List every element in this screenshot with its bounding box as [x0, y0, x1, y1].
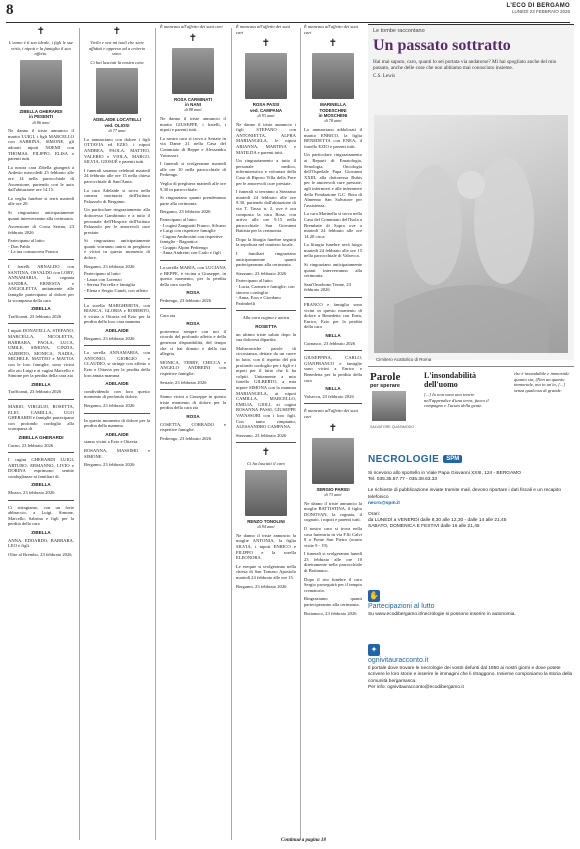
ognivita-section: [368, 644, 574, 691]
section-title: Partecipazioni al lutto: [368, 603, 435, 610]
place-date: Pedrengo, 23 febbraio 2026: [160, 435, 212, 441]
mourners-heading: Partecipano al lutto:: [160, 216, 197, 222]
notice-text: Veglia di preghiera martedì alle ore 9,30 in parrocchiale.: [160, 180, 226, 192]
divider: [8, 500, 74, 501]
notice-text: Cara zia: [160, 312, 176, 318]
obituary-column-4: [234, 24, 298, 842]
parole-per-sperare: [368, 366, 574, 436]
epitaph: L'uomo è il suo ideale, i figli le sue virtù, i nipoti e la famiglia il suo affetto.: [8, 40, 74, 57]
notice-text: La cara Marinella si trova nella Casa del Commiato dell'Isola a Brembate di Sopra ove a martedì 24 febbraio alle ore 14.20 circa.: [304, 211, 362, 239]
section-title[interactable]: ognivitauracconto.it: [368, 657, 429, 664]
mourners-heading: Partecipano al lutto:: [236, 278, 273, 284]
deceased-name-suffix: ved. OLIOSI: [104, 122, 130, 128]
spm-logo: SPM: [443, 455, 462, 463]
mourner-item: - Serena Forcella e famiglia: [84, 282, 136, 288]
notice-text: FRANCO e famiglia sono vicini in questo momento di dolore a Benedetta con Enea, Enrico, Ezio per la perdita della cara: [304, 302, 362, 330]
notice-text: In questo momento di dolore per la perdita della mamma: [84, 417, 150, 429]
deceased-age: di 94 anni: [257, 524, 275, 530]
mourner-item: - La tua consuocera Franca: [8, 249, 58, 255]
cross-icon: ✝: [328, 422, 338, 434]
notice-text: Alla cara cugina e amica: [242, 315, 290, 321]
obituary-column-3: [158, 24, 228, 842]
divider: [8, 399, 74, 400]
deceased-short-name: ZIBELLA: [31, 530, 51, 536]
mourner-item: - Laura con Lorenzo: [84, 276, 122, 282]
notice-text: MONICA, TERRY, CHICCA e ANGELO ANDREINI con rispettive famiglie.: [160, 359, 226, 376]
header-rule: [6, 22, 570, 23]
column-rule: [79, 28, 80, 840]
deceased-short-name: ADELAIDE: [105, 328, 129, 333]
notice-text: I funerali si terranno a Stezzano martedì 24 febbraio alle ore 9.30, partendo dall'abitazione di via T. Tasso n. 2, ove è ora composta la cara Rosa, con arrivo alle ore 9.15 nella parrocchiale San Giovanni Battista per la cerimonia.: [236, 189, 296, 234]
notice-text: GIUSEPPINA, CARLO, GIANFRANCO e famiglie sono vicini a Enrico e Benedetta per la perdita della cara: [304, 355, 362, 383]
deceased-name: ZIBELLA GHERARDI: [19, 108, 63, 114]
notice-text: La nostra cara si trova a Seriate in via Dante 21 nella Casa del Commiato di Beppe e Alessandro Vavassori.: [160, 135, 226, 158]
notice-text: Siamo vicini a Giuseppe in questo triste momento di dolore per la perdita della cara zia: [160, 394, 226, 411]
mourner-item: - Anna, Eros e Giordano Parimbelli: [236, 295, 281, 306]
deceased-short-name: ROSA: [186, 321, 200, 327]
notice-text: Si ringraziano anticipatamente quanti vorranno unirsi in preghiera e vicini in questo momento di dolore.: [84, 238, 150, 261]
notice-text: Lo annunciano con dolore i figli OTTAVIA ed EZIO, i nipoti ANDREA, PAOLA, MATTEO, VALERIO e VIOLA, MARCO, SILVIA, GIOSUÈ e parenti tutti.: [84, 136, 150, 165]
divider: [160, 260, 226, 261]
notice-text: I fratelli ARNALDO con SANTINA, OSVALDO con LORY, ANNAMARIA, la cognata SANDRA, ERNESTA e ANGIOLETTA unitamente alle famiglie partecipano al dolore per la scomparsa della cara: [8, 264, 74, 303]
place-date: Stezzano, 23 febbraio 2026: [236, 432, 287, 438]
deceased-short-name: ROSA: [186, 413, 200, 419]
necrologie-heading: NECROLOGIE: [368, 454, 440, 465]
epitaph: Vivilo e ora mi tuoli che siete affidati e appreso ad a criterio sono.: [88, 40, 146, 57]
notice-text: La sorella ANNAMARIA, con ANTONIO, GIORGIO e CLAUDIO, si stringe con affetto a Ezio e Ottavia per la perdita della loro amata mamma: [84, 350, 150, 378]
divider: [84, 413, 150, 414]
notice-text: Si ringraziano anticipatamente quanti interverranno alla cerimonia.: [8, 209, 74, 221]
notice-text: COSETTA, CORRADO e rispettive famiglie.: [160, 421, 226, 433]
continued-note: Continua a pagina 18: [281, 838, 326, 843]
email-instructions: Le richieste di pubblicazione inviate tramite mail, devono riportare i dati fiscali e un recapito telefonico: [368, 488, 562, 500]
hours-weekend: SABATO, DOMENICA E FESTIVI dalle 16 alle 21,45: [368, 524, 480, 530]
deceased-name-suffix: in PESENTI: [29, 114, 53, 120]
divider: [84, 345, 150, 346]
notice-text: Malinconiche parole di circostanza, dettate da un cuore in lutto, con il rispetto del più profondo cordoglio per i figli e i nipoti per il lutto che li ha colpiti. Unitamente a mio fratello GILBERTO, a mia nipote SIMONA con la mamma MARIANGELA, ai nipoti CAMILLA, MARCELLO, EMILIA, GIOLI, ai cugini ROSANNA PASSI, GIUSEPPE VAVASSORI con i loro figli. Con tanto rimpianto, ALESSANDRO CAMPANA.: [236, 345, 296, 430]
notice-text: I familiari ringraziano anticipatamente quanti parteciperanno alla cerimonia.: [236, 251, 296, 268]
place-date: Bergamo, 23 febbraio 2026: [84, 335, 135, 341]
notice-text: Ne danno il triste annuncio la moglie BATTISTINA, il figlio DONOVAN, la cognata, il cognato, i nipoti e parenti tutti.: [304, 500, 362, 523]
place-date: Bergamo, 23 febbraio 2026: [236, 583, 287, 589]
obituary-column-5: [302, 24, 364, 842]
section-text: Il portale dove trovare le necrologie dei vostri defunti dal 1950 ai nostri giorni e dove potete scrivere le loro storie e inserire le immagini che li ritraggono. Insieme componiamo la storia della comunità bergamasca.: [368, 666, 573, 684]
divider: [236, 310, 296, 311]
notice-text: Un particolare ringraziamento ai Reparti di Ematologia, Senologia, Oncologia dell'Ospedale Papa Giovanni XXIII, alla dottoressa Rubis per le amorevoli cure prestate, agli infermieri e alle infermiere della Fondazione G.C. Rota di Almenno San Salvatore per l'assistenza.: [304, 152, 362, 208]
mourner-item: - Elena e Sergio Gandi, con affetto: [84, 288, 148, 294]
divider: [304, 350, 362, 351]
notice-text: Ringraziamo quanti parteciperanno alla cerimonia.: [304, 596, 362, 608]
hand-icon: ✋: [369, 591, 379, 600]
deceased-name-suffix: in MOSCHENI: [318, 113, 348, 118]
portrait-photo: [312, 53, 354, 99]
obituary-intro: È mancata all'affetto dei suoi cari: [160, 24, 223, 29]
mourner-item: - Gruppo Alpini Pedrengo: [160, 244, 208, 250]
notice-text: I nipoti DONATELLA, STEFANO, MARCELLA, NICOLETTA, BARBARA, PAOLA, LUCA, UMILE, SIMONA, CINZIA, ALBERTO, MONICA, NADIA, MICHELE, MATTEO e MATTIA con le loro famiglie, sono vicini allo zio Luigi e ai cugini Marcello e Simone per la perdita della cara zia: [8, 328, 74, 379]
mourner-item: - Anna Andreini con Carlo e figli: [160, 250, 221, 256]
place-date: Sant'Omobono Terme, 23 febbraio 2026: [304, 281, 351, 293]
cross-icon: ✝: [188, 32, 198, 44]
place-date: Trafficanti, 23 febbraio 2026: [8, 313, 62, 319]
page-header: [0, 0, 580, 24]
author-caption: SALVATORE QUASIMODO: [370, 425, 415, 429]
poem-excerpt: [...] Io non sono uno tenere nell'appendice d'una terra, fuoco il compagno e l'acuto della gente.: [424, 392, 489, 409]
obituary-intro: È mancata all'affetto dei suoi cari: [236, 24, 291, 35]
masthead: [506, 3, 570, 14]
deceased-age: di 73 anni: [324, 491, 342, 497]
feature-quote: Hai mai saputo, caro, quanti lo sei portata via andatorse? Mi hai spogliato anche del mio passato, anche delle cose che non abbiamo mai conosciuto insieme.: [373, 59, 557, 72]
column-rule: [300, 28, 301, 840]
cross-icon: ✝: [261, 447, 271, 459]
portrait-photo: [245, 53, 287, 99]
obituary-intro: È mancato all'affetto dei suoi cari: [304, 408, 359, 419]
deceased-short-name: ROSETTA: [255, 324, 277, 329]
notice-text: I cugini GHERARDI LUIGI, ARTURO, ERMANNO, LIVIO e DORINA esprimono sentite condoglianze ai familiari di: [8, 457, 74, 479]
deceased-name: SERGIO PARIGI: [316, 486, 350, 492]
deceased-age: di 77 anni: [108, 128, 126, 134]
deceased-age: di 88 anni: [184, 107, 202, 113]
divider: [8, 452, 74, 453]
office-address: Si ricevono allo sportello in Viale Papa Giovanni XXIII, 124 - BERGAMO: [368, 471, 521, 476]
hours-label: Orari:: [368, 512, 380, 518]
place-date: Bergamo, 23 febbraio 2026: [84, 402, 135, 408]
obituary-column-1: [6, 24, 76, 842]
notice-text: La veglia funebre si terrà martedì alle ore 20.: [8, 195, 74, 207]
issue-date: LUNEDÌ 23 FEBBRAIO 2026: [511, 9, 570, 14]
place-date: Trafficanti, 23 febbraio 2026: [8, 389, 62, 395]
deceased-name: MARINELLA: [320, 102, 346, 108]
notice-text: La cara Adelaide si trova nella camera mortuaria dell'Istituto Palazzolo di Bergamo.: [84, 187, 150, 204]
place-date: Oltre al Brembo, 23 febbraio 2026: [8, 551, 72, 557]
deceased-short-name: NELLA: [325, 333, 341, 338]
place-date: Bergamo, 23 febbraio 2026: [160, 209, 211, 215]
author-photo: [372, 391, 406, 421]
divider: [160, 389, 226, 390]
tomb-relief-illustration: [374, 115, 568, 353]
cross-icon: ✝: [36, 26, 46, 37]
notice-text: Un ringraziamento a tutto il personale medico, infermieristico e volontari della Casa di Riposo Villa della Pace per le amorevoli cure prestate.: [236, 158, 296, 186]
deceased-short-name: ZIBELLA: [31, 381, 51, 387]
notice-text: condividendo con loro questo momento di profondo dolore.: [84, 388, 150, 400]
notice-text: siamo vicini a Ezio e Ottavia.: [84, 439, 139, 445]
place-date: Bergamo, 23 febbraio 2026: [84, 263, 135, 269]
mourner-item: - Cugina Ambrosini con rispettive famiglie - Bagnatica: [160, 233, 223, 245]
notice-text: Ne danno il triste annuncio i figli STEFANO con ANTONIETTA, ALFRA MARIANGELA, le nipoti ARIANNA, MARTINA e MATILDA e parenti tutti.: [236, 121, 296, 155]
deceased-short-name: ZIBELLA: [31, 306, 51, 312]
deceased-name-suffix: in NANI: [185, 102, 201, 107]
epitaph-intro: Ci hai lasciati la nostra cara: [90, 59, 144, 65]
place-date: Ascensione di Costa Serina, 23 febbraio 2026: [8, 224, 74, 235]
hours-weekday: da LUNEDÌ a VENERDÌ dalle 8,30 alle 12,30 - dalle 14 alle 21,45: [368, 518, 507, 524]
notice-text: Ne danno il triste annuncio la moglie ANTONIA, la figlia SILVIA, i nipoti ENRICO e FILIPPO e la sorella ELEONORA.: [236, 532, 296, 561]
place-date: Curnasco, 23 febbraio 2026: [304, 340, 356, 346]
notice-text: porteremo sempre con noi il ricordo del profondo affetto e della generosa disponibilità, del tempo che ci hai donato e della tua allegria.: [160, 328, 226, 357]
portrait-photo: [96, 68, 138, 114]
quote-author: C.S. Lewis: [373, 73, 396, 79]
place-date: Mozzo, 23 febbraio 2026: [8, 490, 55, 496]
poem-excerpt: che è insondabile e immortale quanto sia, (Non un quanto immortale, ma in un'io, [...] senza qualcosa di grande.: [514, 371, 570, 393]
deceased-short-name: ZIBELLA GHERARDI: [18, 434, 64, 440]
info-link[interactable]: Per info: ognivitauracconto@ecodibergamo.it: [368, 684, 464, 690]
feature-kicker: Le tombe raccontano: [373, 28, 425, 34]
place-date: Curno, 23 febbraio 2026: [8, 442, 54, 448]
mourner-item: - Lucia, Carmen e famiglie, con sincero cordoglio: [236, 284, 295, 295]
poem-title: L'insondabilità dell'uomo: [424, 371, 477, 389]
notice-text: ROSANNA, MASSIMO e SIMONE.: [84, 447, 150, 459]
deceased-age: di 86 anni: [32, 119, 50, 125]
deceased-surname: TODESCHINI: [319, 107, 347, 113]
obituary-column-2: [82, 24, 152, 842]
place-date: Pedrengo, 23 febbraio 2026: [160, 298, 212, 304]
page-number: 8: [6, 2, 14, 18]
obituary-intro: È mancata all'affetto dei suoi cari: [304, 24, 359, 35]
mourner-item: - I cugini Zanguatti Franco, Silvano e Luigi con rispettive famiglie: [160, 222, 226, 234]
deceased-name: ROSA CARMINATI: [173, 96, 213, 102]
portrait-photo: [20, 60, 62, 106]
place-date: Valsecca, 23 febbraio 2026: [304, 393, 354, 399]
cross-icon: ✝: [328, 38, 338, 50]
deceased-age: di 78 anni: [324, 118, 342, 124]
notice-text: Dopo la liturgia funebre seguirà la sepoltura nel cimitero locale.: [236, 236, 296, 248]
deceased-name: RENZO TONOLINI: [247, 518, 285, 524]
divider: [84, 298, 150, 299]
notice-text: La nostra cara Zibella giungerà a Ardesio mercoledì 25 febbraio alle ore 14 nella parrocchiale di Ascensione, partendo con le auto dall'abitazione ore 14.15.: [8, 164, 74, 193]
notice-text: Le esequie si svolgeranno nella chiesa di San Tomaso Apostolo martedì 24 febbraio alle ore 15.: [236, 563, 296, 581]
divider: [304, 403, 362, 404]
divider: [8, 323, 74, 324]
mourners-heading: Partecipano al lutto:: [84, 271, 121, 277]
section-text: Su www.ecodibergamo.it/necrologie si possono inserire in autonomia.: [368, 612, 516, 618]
notice-text: I funerali si svolgeranno martedì alle ore 10 nella parrocchiale di Pedrengo.: [160, 161, 226, 178]
deceased-short-name: ZIBELLA: [31, 482, 51, 488]
notice-text: Ci stringiamo, con un forte abbraccio, a Luigi, Simone, Marcello, Sabrina e figli per la perdita della cara: [8, 504, 74, 527]
cross-icon: ✝: [261, 38, 271, 50]
feature-box: [368, 24, 574, 360]
mourner-item: - Don Pablo: [8, 243, 31, 249]
deceased-name: ADELAIDE LOCATELLI: [93, 117, 141, 123]
deceased-short-name: ADELAIDE: [105, 431, 129, 437]
notice-text: ANNA, EDOARDO, BARBARA, LEO e figli.: [8, 537, 74, 549]
deceased-short-name: NELLA: [325, 386, 341, 392]
notice-text: Dopo il rito funebre il caro Sergio proseguirà per il tempio crematorio.: [304, 576, 362, 593]
notice-text: Ne danno il triste annuncio il marito LUIGI, i figli MARCELLO con SABRINA, SIMONE, gli adorati nipoti NOEMI con THOMAS, FILIPPO, ELISA e parenti tutti.: [8, 128, 74, 162]
place-date: Stezzano, 23 febbraio 2026: [236, 270, 287, 276]
deceased-age: di 93 anni: [257, 113, 275, 118]
divider: [160, 308, 226, 309]
notice-text: Il nostro caro si trova nella casa funeraria in via F.lli Calvi 8 a Ponte San Pietro (orario visite 9 - 19).: [304, 525, 362, 548]
divider: [8, 259, 74, 260]
newspaper-name: L'ECO DI BERGAMO: [506, 3, 570, 9]
portrait-photo: [245, 470, 287, 516]
column-rule: [231, 28, 232, 840]
notice-text: Si ringraziano quanti prenderanno parte alla cerimonia.: [160, 195, 226, 206]
deceased-name-suffix: ved. CAMPANA: [249, 107, 283, 113]
necrologie-info: [368, 449, 574, 531]
divider: [304, 297, 362, 298]
notice-text: La sorella MARGHERITA, con BIANCA, GLORIA e ROBERTO, è vicina a Ottavia ed Ezio per la perdita della loro cara mamma: [84, 302, 150, 325]
notice-text: un ultimo triste saluto dopo la sua dolorosa dipartita.: [236, 331, 296, 343]
office-phone: Tel. 035.35.87.77 - 035.38.63.33: [368, 477, 438, 483]
sidebar: [368, 24, 574, 842]
feature-title: Un passato sottratto: [373, 37, 511, 54]
place-date: Seriate, 23 febbraio 2026: [160, 379, 207, 385]
necrologie-text: [368, 471, 574, 531]
photo-caption: Cimitero Acattolico di Roma: [376, 357, 432, 362]
notice-text: La sorella MARIA, con LUCIANA e BEPPE, è vicina a Giuseppe, in questo momento, per la perdita della cara sorella: [160, 265, 226, 287]
parole-subheading: per sperare: [370, 383, 400, 389]
portrait-photo: [172, 48, 214, 94]
necro-email-link[interactable]: necro@spm.it: [368, 500, 400, 506]
divider: [236, 442, 296, 443]
notice-text: I funerali si svolgeranno lunedì 23 febbraio alle ore 10 direttamente nella parrocchiale di Bottanuco.: [304, 551, 362, 574]
notice-text: Un particolare ringraziamento alla dottoressa Gambinuto e a tutto il personale dell'Hospice dell'Istituto Palazzolo per le amorevoli cure prestate.: [84, 207, 150, 235]
deceased-short-name: ROSA: [186, 290, 200, 296]
column-rule: [155, 28, 156, 840]
candle-icon: ✦: [368, 644, 380, 656]
notice-text: I funerali saranno celebrati martedì 24 febbraio alle ore 15 nella chiesa parrocchiale di Sant'Anna.: [84, 167, 150, 184]
notice-text: La liturgia funebre avrà luogo martedì 24 febbraio alle ore 15 nella parrocchiale di Valsecca.: [304, 242, 362, 259]
notice-text: Ne danno il triste annuncio il marito GIUSEPPE, i fratelli, i nipoti e parenti tutti.: [160, 116, 226, 133]
notice-text: Lo annunciano addolorati il marito ENRICO, la figlia BENEDETTA con ENEA, il fratello EZIO e parenti tutti.: [304, 127, 362, 149]
cross-icon: ✝: [112, 26, 122, 37]
portrait-photo: [312, 438, 354, 484]
deceased-short-name: ADELAIDE: [105, 381, 129, 387]
notice-text: Si ringraziano anticipatamente quanti interverranno alla cerimonia.: [304, 262, 362, 279]
notice-text: MARIO, VIRGILIO, ROSETTA, ELIO, CAMILLA, UGO GHERARDI e famiglie partecipano con profondo cordoglio alla scomparsa di: [8, 403, 74, 432]
partecipazioni-section: [368, 590, 574, 618]
parole-heading: Parole: [370, 371, 401, 383]
place-date: Bergamo, 23 febbraio 2026: [84, 462, 135, 468]
deceased-name: ROSA PASSI: [252, 102, 280, 108]
place-date: Bottanuco, 23 febbraio 2026: [304, 610, 357, 616]
tomb-photo: [374, 115, 568, 362]
obituary-intro: Ci ha lasciati il caro: [247, 461, 285, 467]
mourners-heading: Partecipano al lutto:: [8, 238, 45, 244]
